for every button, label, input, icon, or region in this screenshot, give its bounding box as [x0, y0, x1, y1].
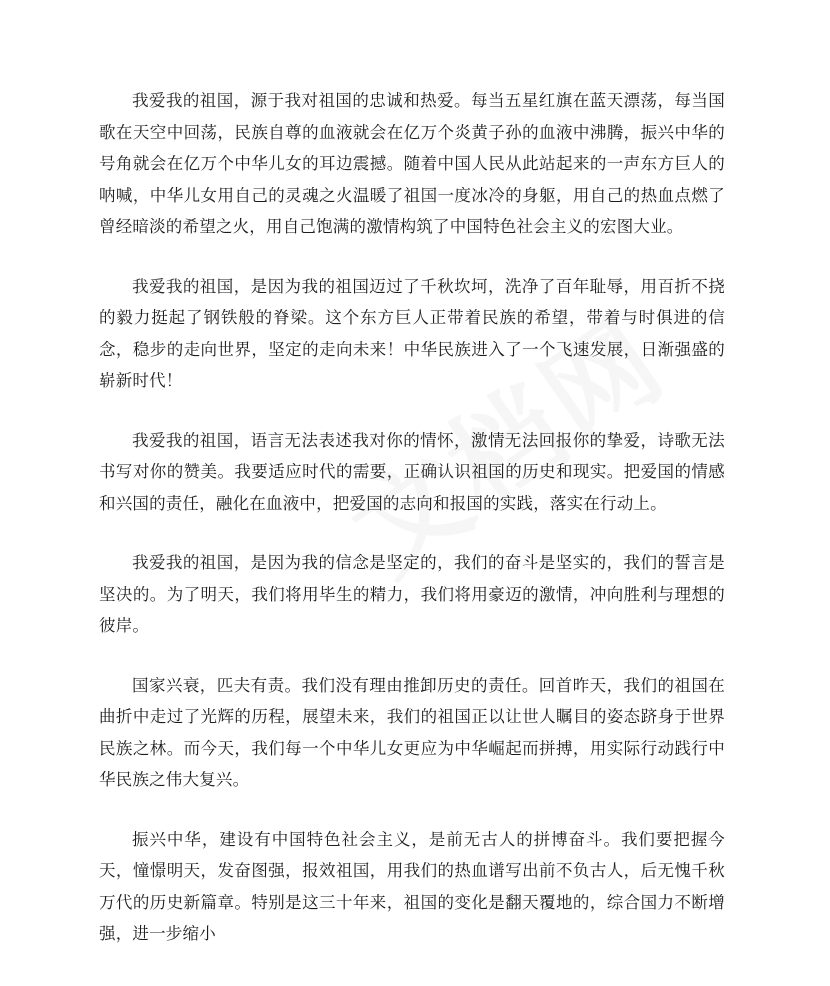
- paragraph-5: 国家兴衰，匹夫有责。我们没有理由推卸历史的责任。回首昨天，我们的祖国在曲折中走过了光辉的历程，展望未来，我们的祖国正以让世人瞩目的姿态跻身于世界民族之林。而今天，我们每一个中华儿女更应为中华崛起而拼搏，用实际行动践行中华民族之伟大复兴。: [99, 675, 725, 789]
- paragraph-6: 振兴中华，建设有中国特色社会主义，是前无古人的拼博奋斗。我们要把握今天，憧憬明天，发奋图强，报效祖国，用我们的热血谱写出前不负古人，后无愧千秋万代的历史新篇章。特别是这三十年来，祖国的变化是翻天覆地的，综合国力不断增强，进一步缩小: [99, 829, 725, 943]
- document-body: [99, 85, 725, 978]
- paragraph-3: 我爱我的祖国，语言无法表述我对你的情怀，激情无法回报你的挚爱，诗歌无法书写对你的赞美。我要适应时代的需要，正确认识祖国的历史和现实。把爱国的情感和兴国的责任，融化在血液中，把爱国的志向和报国的实践，落实在行动上。: [99, 430, 725, 513]
- paragraph-4: 我爱我的祖国，是因为我的信念是坚定的，我们的奋斗是坚实的，我们的誓言是坚决的。为了明天，我们将用毕生的精力，我们将用豪迈的激情，冲向胜利与理想的彼岸。: [99, 553, 725, 635]
- paragraph-2: 我爱我的祖国，是因为我的祖国迈过了千秋坎坷，洗净了百年耻辱，用百折不挠的毅力挺起了钢铁般的脊梁。这个东方巨人正带着民族的希望，带着与时俱进的信念，稳步的走向世界，坚定的走向未来！中华民族进入了一个飞速发展，日渐强盛的崭新时代！: [99, 276, 725, 390]
- paragraph-1: 我爱我的祖国，源于我对祖国的忠诚和热爱。每当五星红旗在蓝天漂荡，每当国歌在天空中回荡，民族自尊的血液就会在亿万个炎黄子孙的血液中沸腾，振兴中华的号角就会在亿万个中华儿女的耳边震撼。随着中国人民从此站起来的一声东方巨人的呐喊，中华儿女用自己的灵魂之火温暖了祖国一度冰冷的身躯，用自己的热血点燃了曾经暗淡的希望之火，用自己饱满的激情构筑了中国特色社会主义的宏图大业。: [99, 91, 725, 236]
